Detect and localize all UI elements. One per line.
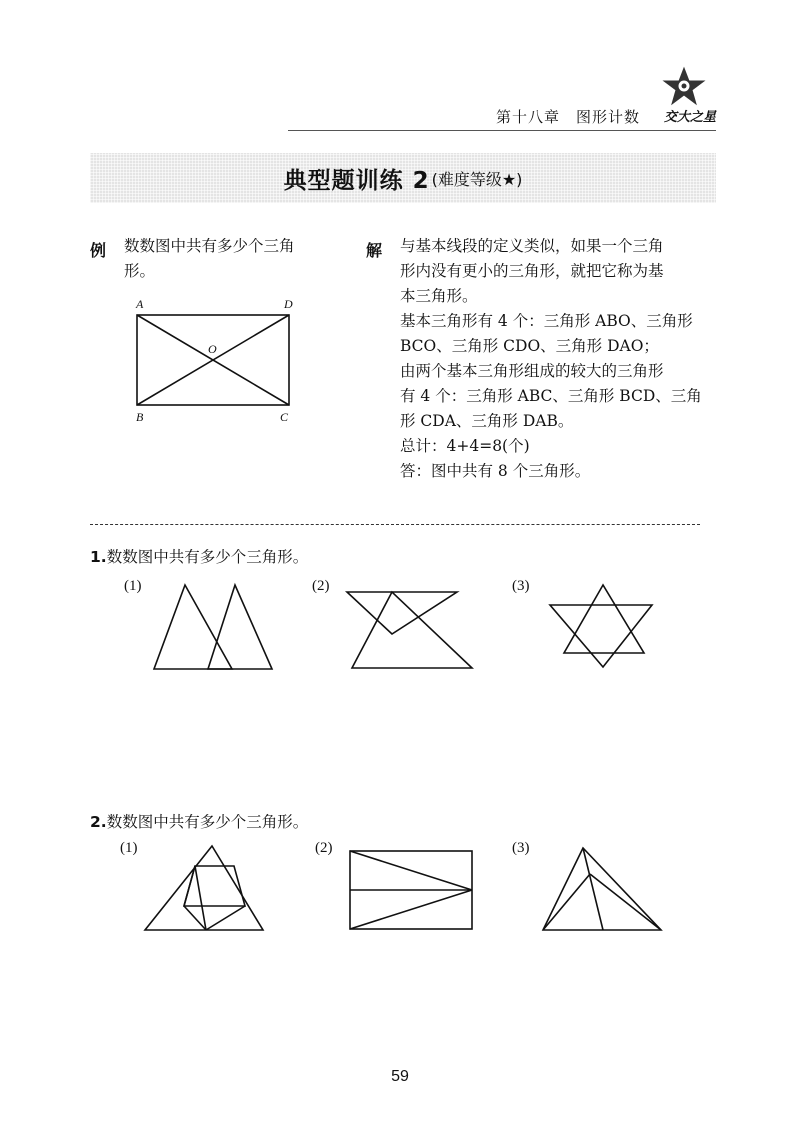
solution-line: 基本三角形有 4 个：三角形 ABO、三角形 <box>400 312 693 330</box>
point-label-a: A <box>136 297 144 311</box>
triangle-right <box>208 585 272 669</box>
solution-line: 总计：4+4=8(个) <box>400 437 530 455</box>
page-number: 59 <box>391 1068 409 1085</box>
question-text: 数数图中共有多少个三角形。 <box>106 548 309 566</box>
example-question-line: 数数图中共有多少个三角 <box>124 237 295 255</box>
q1-figure-2 <box>335 580 485 680</box>
point-label-d: D <box>284 297 293 311</box>
solution-line: 由两个基本三角形组成的较大的三角形 <box>400 362 664 380</box>
question-2 <box>90 810 308 832</box>
inner-line <box>206 906 245 930</box>
q1-figure-1 <box>140 575 290 685</box>
section-title: 典型题训练 2 <box>283 167 430 194</box>
q2-sub-label-2: (2) <box>315 840 333 856</box>
difficulty-label: (难度等级★) <box>431 169 523 189</box>
point-label-c: C <box>280 410 289 424</box>
solution-line: 形 CDA、三角形 DAB。 <box>400 412 574 430</box>
solution-label: 解 <box>366 241 383 260</box>
chapter-header: 第十八章 图形计数 <box>495 108 640 126</box>
q2-figure-1 <box>135 838 275 938</box>
q1-sub-label-2: (2) <box>312 578 330 594</box>
example-figure <box>125 292 305 428</box>
q1-sub-label-1: (1) <box>124 578 142 594</box>
q2-sub-label-1: (1) <box>120 840 138 856</box>
q1-figure-3 <box>540 575 670 675</box>
q1-sub-label-3: (3) <box>512 578 530 594</box>
question-number: 1. <box>90 548 107 566</box>
triangle-bottom <box>352 592 472 668</box>
triangle-top <box>347 592 457 634</box>
triangle-left <box>154 585 232 669</box>
solution-line: 有 4 个：三角形 ABC、三角形 BCD、三角 <box>400 387 702 405</box>
star-logo-icon <box>660 66 708 106</box>
line-bottom <box>350 890 472 929</box>
solution-line: BCO、三角形 CDO、三角形 DAO； <box>400 337 659 355</box>
example-label: 例 <box>90 241 107 260</box>
solution-line: 形内没有更小的三角形，就把它称为基 <box>400 262 664 280</box>
solution-line: 本三角形。 <box>400 287 478 305</box>
cevian-line <box>583 848 603 930</box>
inner-line <box>184 866 195 906</box>
solution-line: 与基本线段的定义类似，如果一个三角 <box>400 237 664 255</box>
brand-name: 交大之星 <box>663 110 716 125</box>
triangle-down <box>550 605 652 667</box>
header-rule <box>288 130 716 131</box>
dashed-divider <box>90 524 700 525</box>
example-question-line: 形。 <box>124 262 156 280</box>
question-1 <box>90 545 308 567</box>
solution-line: 答：图中共有 8 个三角形。 <box>400 462 591 480</box>
line-top <box>350 851 472 890</box>
title-band <box>90 153 716 203</box>
question-number: 2. <box>90 813 107 831</box>
outer-triangle <box>543 848 661 930</box>
point-label-o: O <box>208 342 217 356</box>
q2-sub-label-3: (3) <box>512 840 530 856</box>
q2-figure-2 <box>340 845 480 935</box>
example-question <box>124 234 295 284</box>
triangle-up <box>564 585 644 653</box>
point-label-b: B <box>136 410 144 424</box>
q2-figure-3 <box>535 840 675 940</box>
question-text: 数数图中共有多少个三角形。 <box>106 813 309 831</box>
solution-text <box>400 234 710 484</box>
